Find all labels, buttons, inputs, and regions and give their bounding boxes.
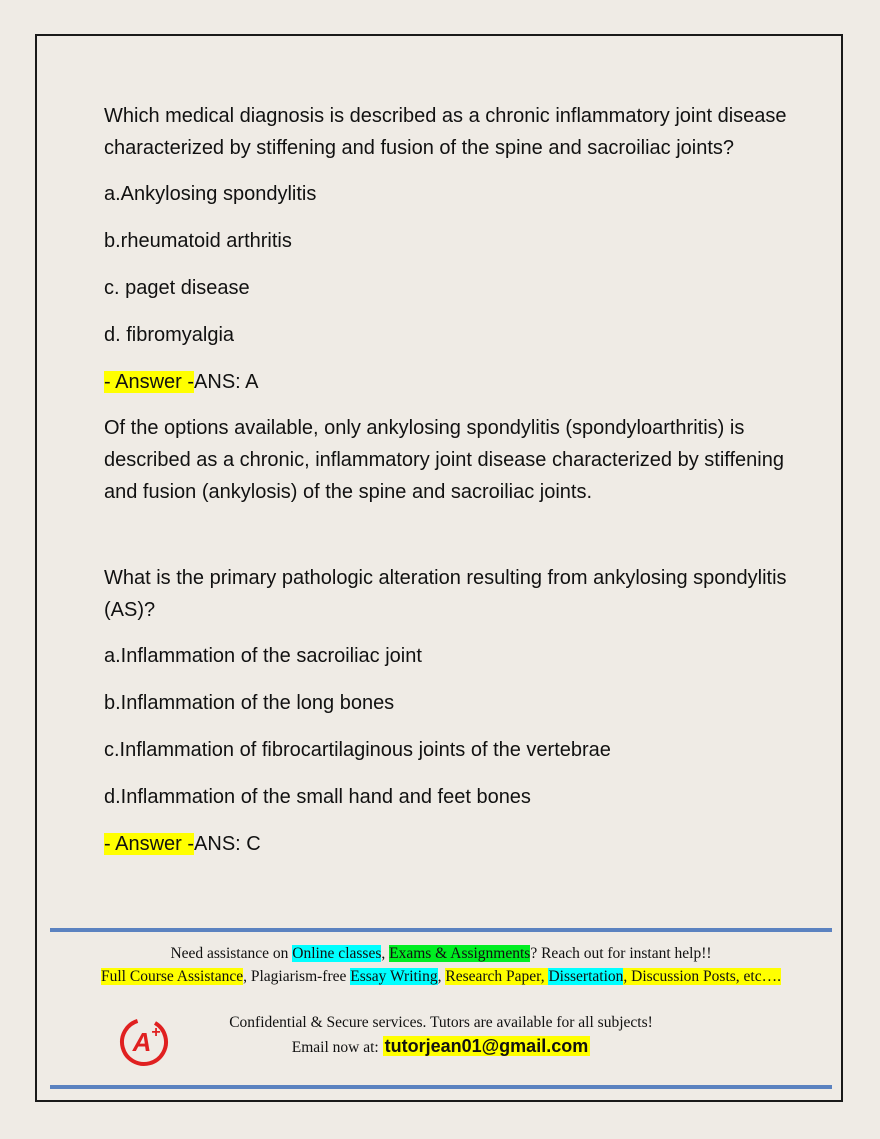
q2-answer (104, 828, 794, 860)
discussion-posts-link[interactable]: Discussion Posts, etc…. (631, 968, 781, 985)
answer-value: ANS: A (194, 371, 259, 393)
footer-text: Need assistance on (170, 945, 293, 962)
email-link[interactable]: tutorjean01@gmail.com (384, 1036, 589, 1056)
full-course-link[interactable]: Full Course Assistance (101, 968, 244, 985)
dissertation-link[interactable]: Dissertation (548, 968, 624, 985)
footer-text: , (437, 968, 446, 985)
q1-answer (104, 366, 794, 398)
exams-assignments-link[interactable]: Exams & Assignments (389, 945, 531, 962)
online-classes-link[interactable]: Online classes (292, 945, 382, 962)
essay-writing-link[interactable]: Essay Writing (350, 968, 438, 985)
footer-text: , (381, 945, 390, 962)
footer-text: , (623, 968, 632, 985)
q1-option-d: d. fibromyalgia (104, 324, 235, 346)
q2-option-b: b.Inflammation of the long bones (104, 692, 395, 714)
answer-value: ANS: C (194, 833, 261, 855)
footer-line-3: Confidential & Secure services. Tutors are available for all subjects! (229, 1014, 653, 1031)
q2-option-c: c.Inflammation of fibrocartilaginous joints of the vertebrae (104, 739, 611, 761)
footer-bottom-rule (50, 1085, 832, 1089)
q1-option-b: b.rheumatoid arthritis (104, 230, 292, 252)
svg-text:+: + (151, 1024, 161, 1041)
footer-text: ? Reach out for instant help!! (530, 945, 712, 962)
q2-option-a: a.Inflammation of the sacroiliac joint (104, 645, 422, 667)
footer-top-rule (50, 928, 832, 932)
footer-line-1 (50, 945, 832, 963)
question-1: Which medical diagnosis is described as a chronic inflammatory joint disease characterized by stiffening and fusion of the spine and sacroiliac joints? (104, 105, 787, 159)
svg-text:A: A (132, 1027, 152, 1057)
footer-line-2 (50, 968, 832, 986)
email-label: Email now at: (291, 1039, 383, 1056)
answer-label: - Answer - (104, 833, 195, 855)
q1-option-a: a.Ankylosing spondylitis (104, 183, 317, 205)
research-paper-link[interactable]: Research Paper, (445, 968, 549, 985)
q1-explanation: Of the options available, only ankylosing spondylitis (spondyloarthritis) is described as a chronic, inflammatory joint disease characterized by stiffening and fusion (ankylosis) of the spine and sacroiliac joints. (104, 417, 784, 503)
document-body (104, 100, 794, 874)
answer-label: - Answer - (104, 371, 195, 393)
email-line (50, 1036, 832, 1057)
q1-option-c: c. paget disease (104, 277, 250, 299)
question-2: What is the primary pathologic alteration resulting from ankylosing spondylitis (AS)? (104, 567, 787, 621)
footer-text: , Plagiarism-free (243, 968, 351, 985)
q2-option-d: d.Inflammation of the small hand and feet bones (104, 786, 531, 808)
